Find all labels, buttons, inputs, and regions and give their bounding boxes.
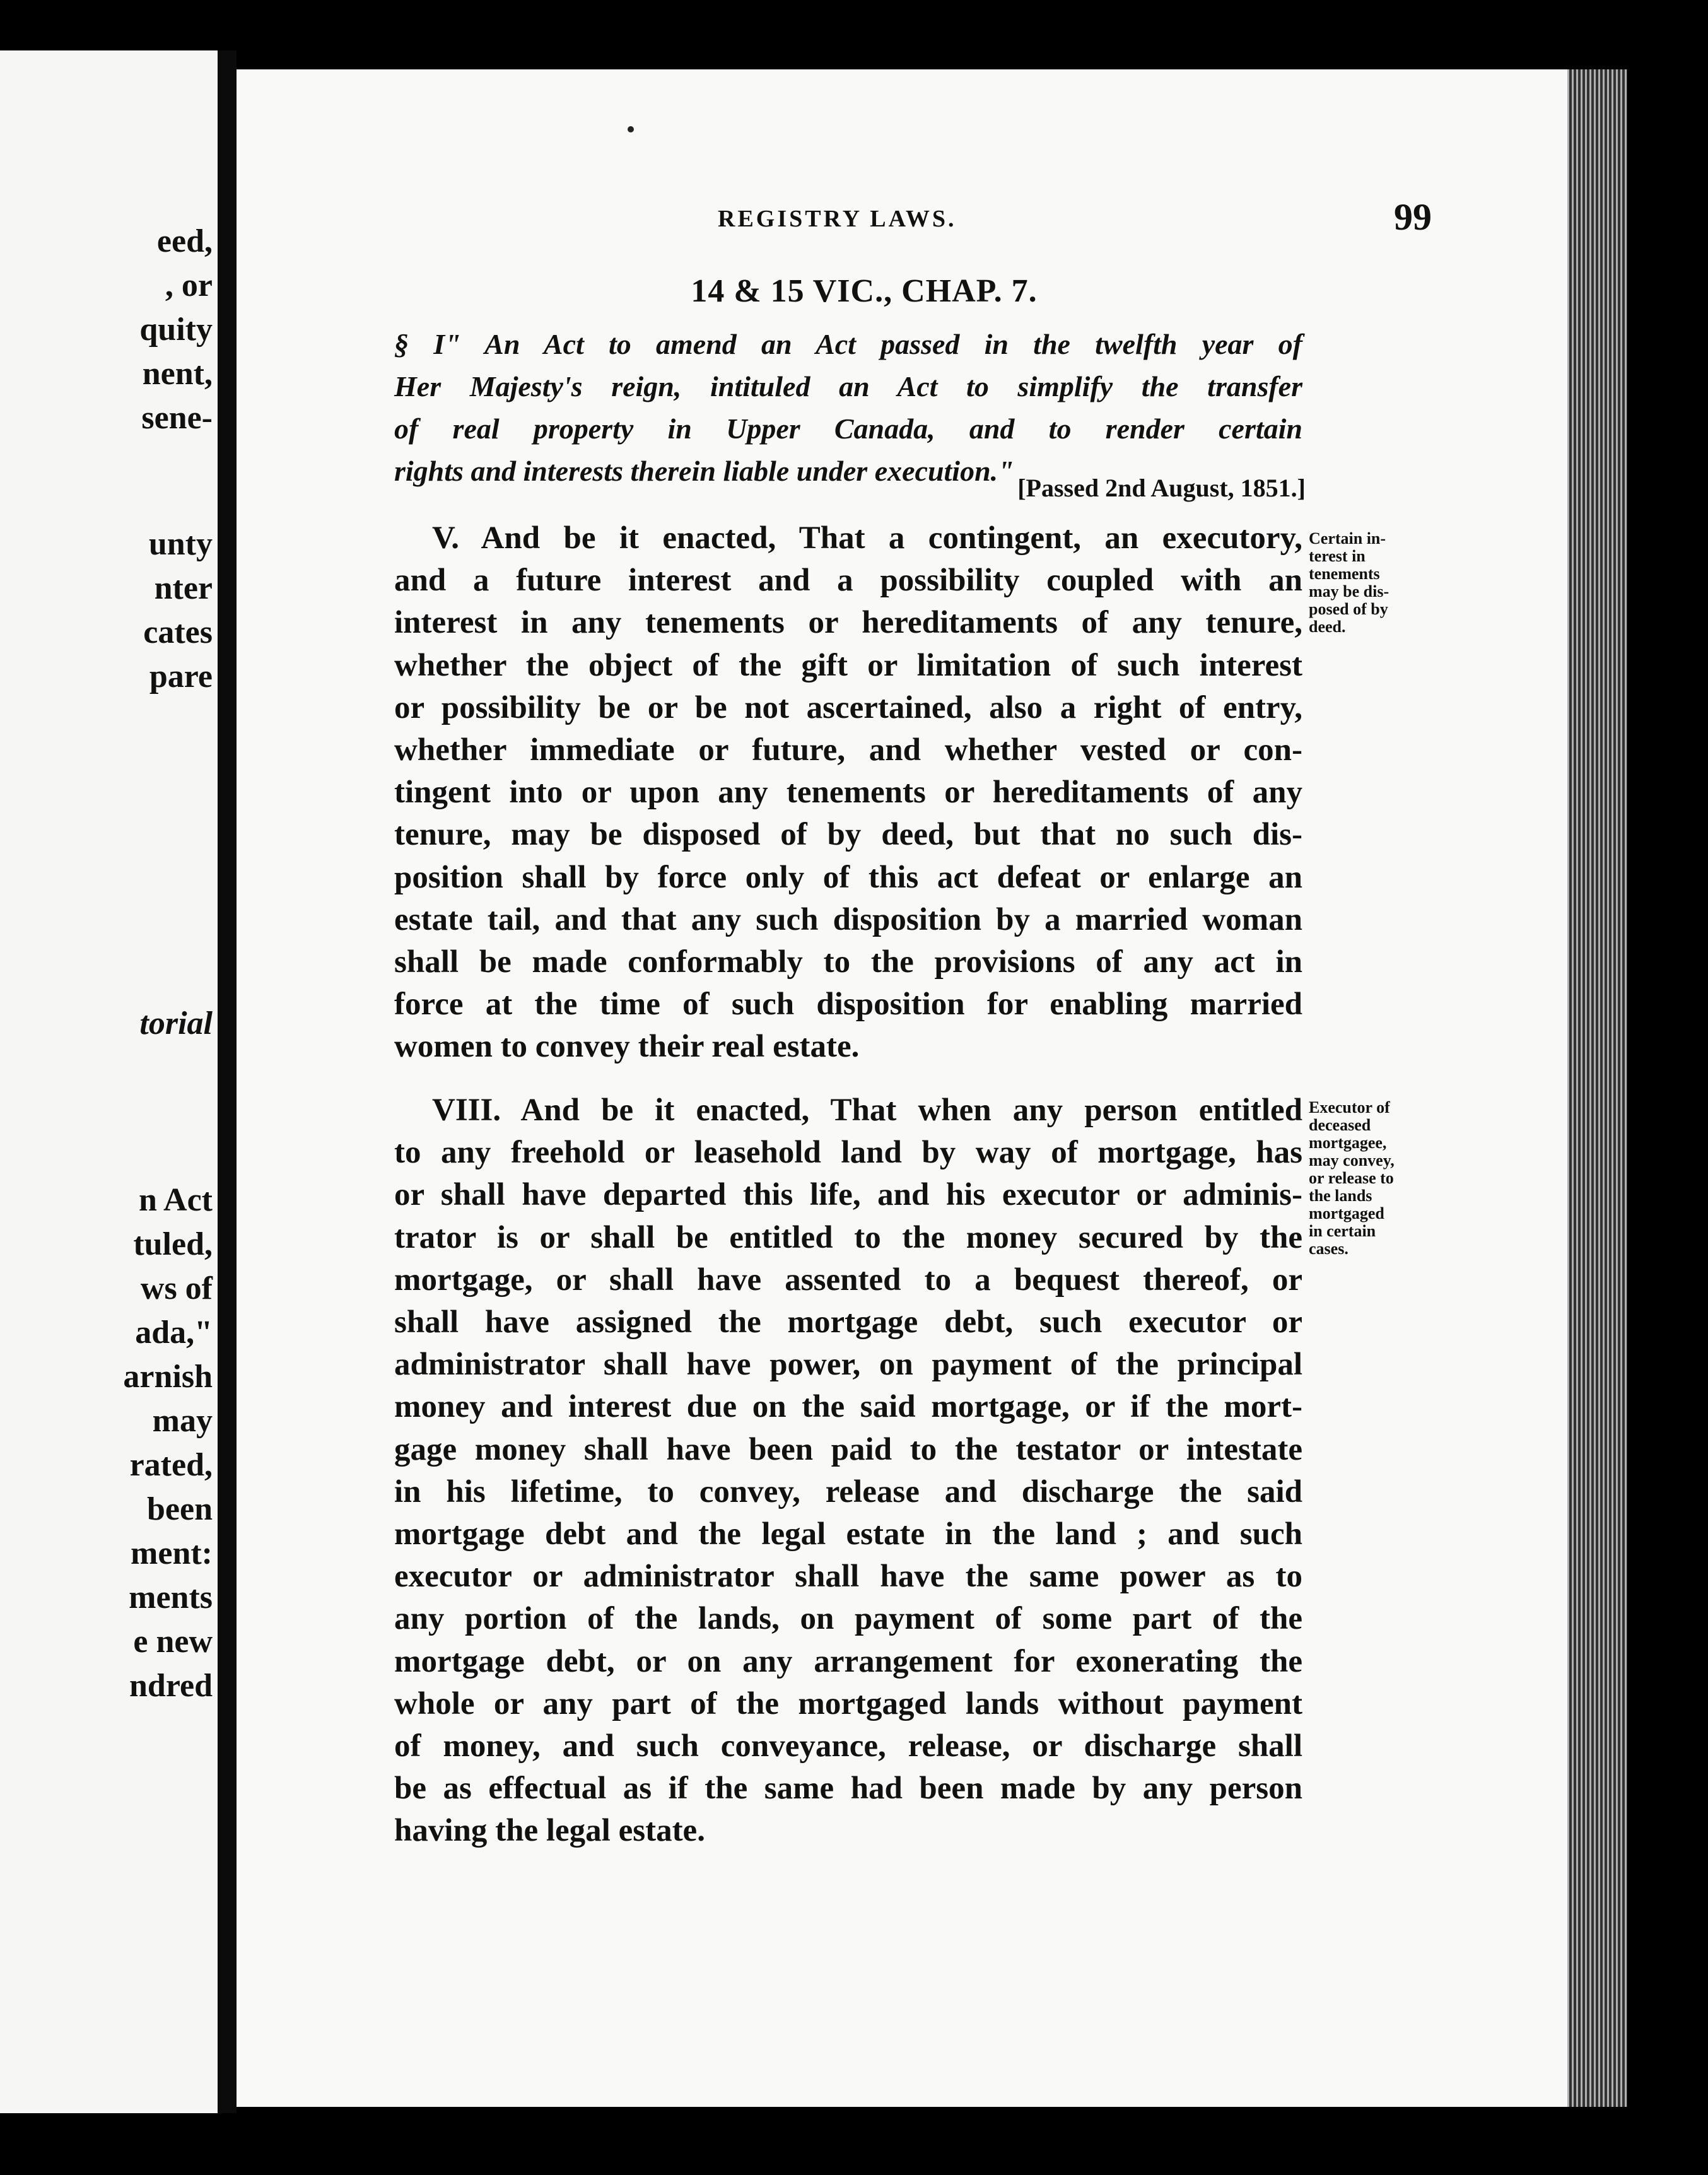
left-page-text-fragment: nter [154,570,213,606]
left-page-text-fragment: may [152,1403,213,1439]
section-viii-line: having the legal estate. [394,1813,705,1849]
left-page-text-fragment: ndred [129,1668,213,1704]
left-page-text-fragment: eed, [156,223,213,259]
left-page-text-fragment: ment: [131,1535,213,1571]
margin-note-section-viii [1309,1099,1444,1258]
left-page-text-fragment: ws of [140,1270,213,1306]
left-page-text-fragment: n Act [139,1182,213,1218]
section-viii-line: whole or any part of the mortgaged lands without payment [394,1685,1302,1721]
page-edges [1567,69,1627,2107]
section-v-line: tenure, may be disposed of by deed, but that no such dis- [394,817,1302,853]
section-viii-line: mortgage, or shall have assented to a bequest thereof, or [394,1262,1302,1298]
preamble-line: of real property in Upper Canada, and to render certain [394,413,1302,445]
margin-note-line: the lands [1309,1187,1372,1205]
section-viii-line: mortgage debt and the legal estate in the land ; and such [394,1516,1302,1552]
section-viii-line: to any freehold or leasehold land by way of mortgage, has [394,1135,1302,1171]
margin-note-line: in certain [1309,1222,1376,1240]
section-viii-line: administrator shall have power, on payment of the principal [394,1347,1302,1383]
margin-note-line: may convey, [1309,1151,1395,1170]
left-page-text-fragment: rated, [129,1447,213,1483]
left-page-text-fragment: nent, [142,356,213,392]
margin-note-line: deceased [1309,1116,1371,1134]
section-v-line: and a future interest and a possibility coupled with an [394,563,1302,599]
preamble-line: rights and interests therein liable under execution." [394,455,1014,487]
margin-note-line: mortgaged [1309,1204,1384,1222]
section-viii-line: be as effectual as if the same had been made by any person [394,1771,1302,1807]
section-viii-line: VIII. And be it enacted, That when any person entitled [432,1093,1302,1128]
left-page-text-fragment: tuled, [133,1226,213,1262]
margin-note-line: or release to [1309,1169,1394,1187]
passed-date-note: [Passed 2nd August, 1851.] [1017,474,1306,502]
section-viii-line: of money, and such conveyance, release, or discharge shall [394,1728,1302,1764]
section-viii-line: trator is or shall be entitled to the money secured by the [394,1219,1302,1255]
left-page-text-fragment: , or [165,267,213,303]
margin-note-line: posed of by [1309,600,1388,618]
section-v-line: tingent into or upon any tenements or hereditaments of any [394,775,1302,811]
page-number: 99 [1394,196,1432,238]
section-v-line: interest in any tenements or hereditaments of any tenure, [394,605,1302,641]
margin-note-line: tenements [1309,565,1380,583]
left-page-text-fragment: ada," [135,1315,213,1351]
left-page-text-fragment: quity [139,312,213,348]
section-v-line: estate tail, and that any such disposition by a married woman [394,901,1302,937]
left-page-text-fragment: arnish [123,1359,213,1395]
act-preamble [394,323,1302,492]
left-page-text-fragment: sene- [141,400,213,436]
previous-page-fragment [0,50,218,2113]
left-page-text-fragment: torial [139,1005,213,1041]
section-viii-line: executor or administrator shall have the same power as to [394,1559,1302,1595]
margin-note-line: cases. [1309,1240,1348,1258]
running-head: REGISTRY LAWS. [718,206,957,232]
left-page-text-fragment: ments [129,1580,213,1615]
margin-note-line: deed. [1309,618,1346,636]
chapter-title: 14 & 15 VIC., CHAP. 7. [691,273,1038,309]
left-page-text-fragment: e new [133,1624,213,1660]
section-viii-line: gage money shall have been paid to the testator or intestate [394,1431,1302,1467]
section-v-line: force at the time of such disposition for enabling married [394,987,1302,1023]
margin-note-line: terest in [1309,547,1366,565]
section-v-paragraph [394,517,1302,1069]
left-page-text-fragment: unty [148,526,213,562]
margin-note-line: Certain in- [1309,529,1386,548]
section-v-line: whether the object of the gift or limitation of such interest [394,647,1302,683]
preamble-line: Her Majesty's reign, intituled an Act to simplify the transfer [394,370,1302,402]
left-page-text-fragment: cates [143,614,213,650]
section-viii-line: any portion of the lands, on payment of some part of the [394,1601,1302,1637]
margin-note-line: mortgagee, [1309,1134,1387,1152]
ink-speck [628,126,634,132]
section-v-line: whether immediate or future, and whether vested or con- [394,732,1302,768]
book-gutter [218,50,237,2113]
section-viii-line: money and interest due on the said mortgage, or if the mort- [394,1389,1302,1425]
section-viii-line: mortgage debt, or on any arrangement for exonerating the [394,1643,1302,1679]
margin-note-section-v [1309,530,1444,636]
section-viii-line: in his lifetime, to convey, release and discharge the said [394,1474,1302,1510]
section-v-line: position shall by force only of this act defeat or enlarge an [394,859,1302,895]
section-v-line: or possibility be or be not ascertained, also a right of entry, [394,689,1302,725]
left-page-text-fragment: been [147,1491,213,1527]
section-viii-line: or shall have departed this life, and his executor or adminis- [394,1177,1302,1213]
section-viii-line: shall have assigned the mortgage debt, such executor or [394,1304,1302,1340]
section-v-line: V. And be it enacted, That a contingent, an executory, [432,520,1302,556]
section-viii-paragraph [394,1089,1302,1853]
margin-note-line: may be dis- [1309,582,1389,601]
left-page-text-fragment: pare [149,659,213,695]
preamble-line: § I" An Act to amend an Act passed in the twelfth year of [394,328,1302,360]
section-v-line: shall be made conformably to the provisions of any act in [394,944,1302,980]
margin-note-line: Executor of [1309,1098,1390,1117]
section-v-line: women to convey their real estate. [394,1029,860,1065]
